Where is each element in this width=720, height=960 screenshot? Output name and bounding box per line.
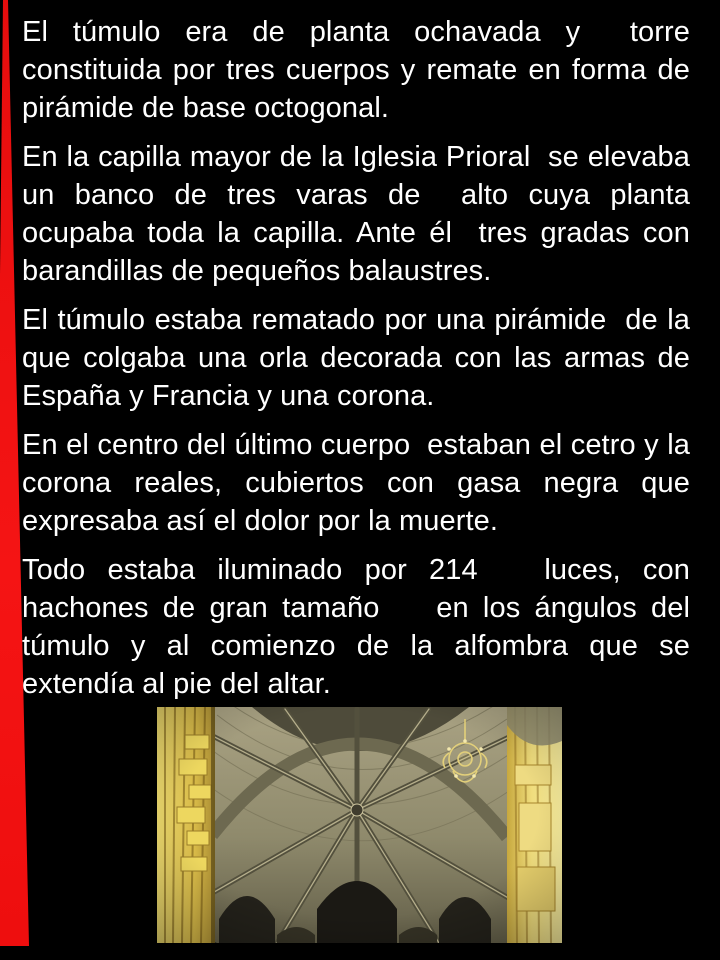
paragraph-capilla-mayor: En la capilla mayor de la Iglesia Prioral se elevaba un banco de tres varas de alto cuya planta ocupaba toda la capilla. Ante él tres gradas con barandillas de pequeños balaustres.: [22, 141, 699, 287]
paragraph-piramide-orla: El túmulo estaba rematado por una pirámide de la que colgaba una orla decorada con las armas de España y Francia y una corona.: [22, 304, 699, 412]
paragraph-tumulo-planta: El túmulo era de planta ochavada y torre constituida por tres cuerpos y remate en forma de pirámide de base octogonal.: [22, 16, 699, 124]
photo-vignette: [157, 707, 562, 943]
paragraph-214-luces: Todo estaba iluminado por 214 luces, con hachones de gran tamaño en los ángulos del túmulo y al comienzo de la alfombra que se extendía al pie del altar.: [22, 554, 699, 700]
cathedral-vault-illustration: [157, 707, 562, 943]
body-text: [22, 13, 699, 714]
cathedral-vault-photo: [157, 707, 562, 943]
paragraph-cetro-corona: En el centro del último cuerpo estaban el cetro y la corona reales, cubiertos con gasa negra que expresaba así el dolor por la muerte.: [22, 429, 699, 537]
